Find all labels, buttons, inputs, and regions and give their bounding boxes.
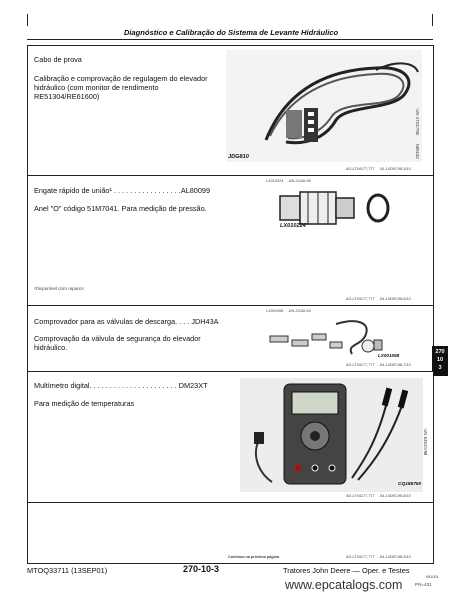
- footer-left: MTOQ33711 (13SEP01): [27, 566, 108, 575]
- photo-label: LX001068: [378, 353, 400, 358]
- valve-tester-illustration: [266, 316, 384, 360]
- section-comprovador: [27, 305, 434, 372]
- header-right-rule: [432, 14, 433, 26]
- reference-code: AG,LT04177,777 -54-14DEC98-8/10: [346, 494, 411, 498]
- photo-top-code: LX010224 -UN-24JUL95: [266, 179, 311, 183]
- reference-code: AG,LT04177,777 -54-14DEC98-6/10: [346, 297, 411, 301]
- photo-label: JDG810: [228, 154, 249, 160]
- reference-code: AG,LT04177,777 -54-14DEC98-7/10: [346, 363, 411, 367]
- footer-page-number: 270-10-3: [183, 564, 220, 574]
- section-cabo-de-prova: [27, 45, 434, 176]
- side-code: -UN-03NOV98: [423, 428, 428, 456]
- watermark-link[interactable]: www.epcatalogs.com: [285, 578, 403, 592]
- photo-label: LX010224: [280, 223, 306, 229]
- section-description-line: hidráulico (com monitor de rendimento: [34, 83, 159, 92]
- photo-label: CQ186750: [398, 482, 422, 487]
- multimeter-illustration: [240, 378, 423, 492]
- section-multimetro: [27, 371, 434, 503]
- section-title: Comprovador para as válvulas de descarga. . . . JDH43A: [34, 317, 219, 326]
- section-title: Engate rápido de união¹ . . . . . . . . . . . . . . . . .AL80099: [34, 186, 211, 195]
- footnote: ¹Disponível com reparos: [34, 286, 84, 291]
- footer-small-code-2: PN=431: [415, 582, 432, 587]
- reference-code: AG,LT04177,777 -54-14DEC98-5/10: [346, 167, 411, 171]
- section-description-line: Anel "O" código 51M7041. Para medição de pressão.: [34, 204, 207, 213]
- section-continuation: [27, 502, 434, 564]
- section-description-line: Comprovação da válvula de segurança do elevador: [34, 334, 201, 343]
- tab-line: 270: [435, 349, 445, 355]
- side-code-2: N85100: [415, 144, 420, 159]
- header-underline: [27, 39, 433, 40]
- cable-photo: [226, 50, 422, 162]
- tab-line: 3: [438, 365, 442, 371]
- section-title: Cabo de prova: [34, 55, 82, 64]
- tab-line: 10: [436, 357, 444, 363]
- section-description-line: RE51304/RE61600): [34, 92, 100, 101]
- reference-code: AG,LT04177,777 -54-14DEC98-9/10: [346, 555, 411, 559]
- footer-right: Tratores John Deere — Oper. e Testes: [283, 566, 410, 575]
- side-code: -UN-17OCT95: [415, 108, 420, 135]
- section-engate-rapido: [27, 175, 434, 306]
- cable-illustration: [226, 50, 422, 162]
- section-description-line: hidráulico.: [34, 343, 68, 352]
- continues-note: Continua na próxima página: [228, 555, 280, 559]
- photo-top-code: LX001068 -UN-23JUL94: [266, 309, 311, 313]
- section-title: Multímetro digital. . . . . . . . . . . . . . . . . . . . . . DM23XT: [34, 381, 208, 390]
- page-title: Diagnóstico e Calibração do Sistema de Levante Hidráulico: [123, 28, 339, 37]
- multimeter-photo: [240, 378, 423, 492]
- footer-small-code: 081001: [426, 575, 439, 579]
- section-description-line: Calibração e comprovação de regulagem do elevador: [34, 74, 208, 83]
- header-left-rule: [27, 14, 28, 26]
- section-tab: [432, 346, 448, 376]
- section-description-line: Para medição de temperaturas: [34, 399, 135, 408]
